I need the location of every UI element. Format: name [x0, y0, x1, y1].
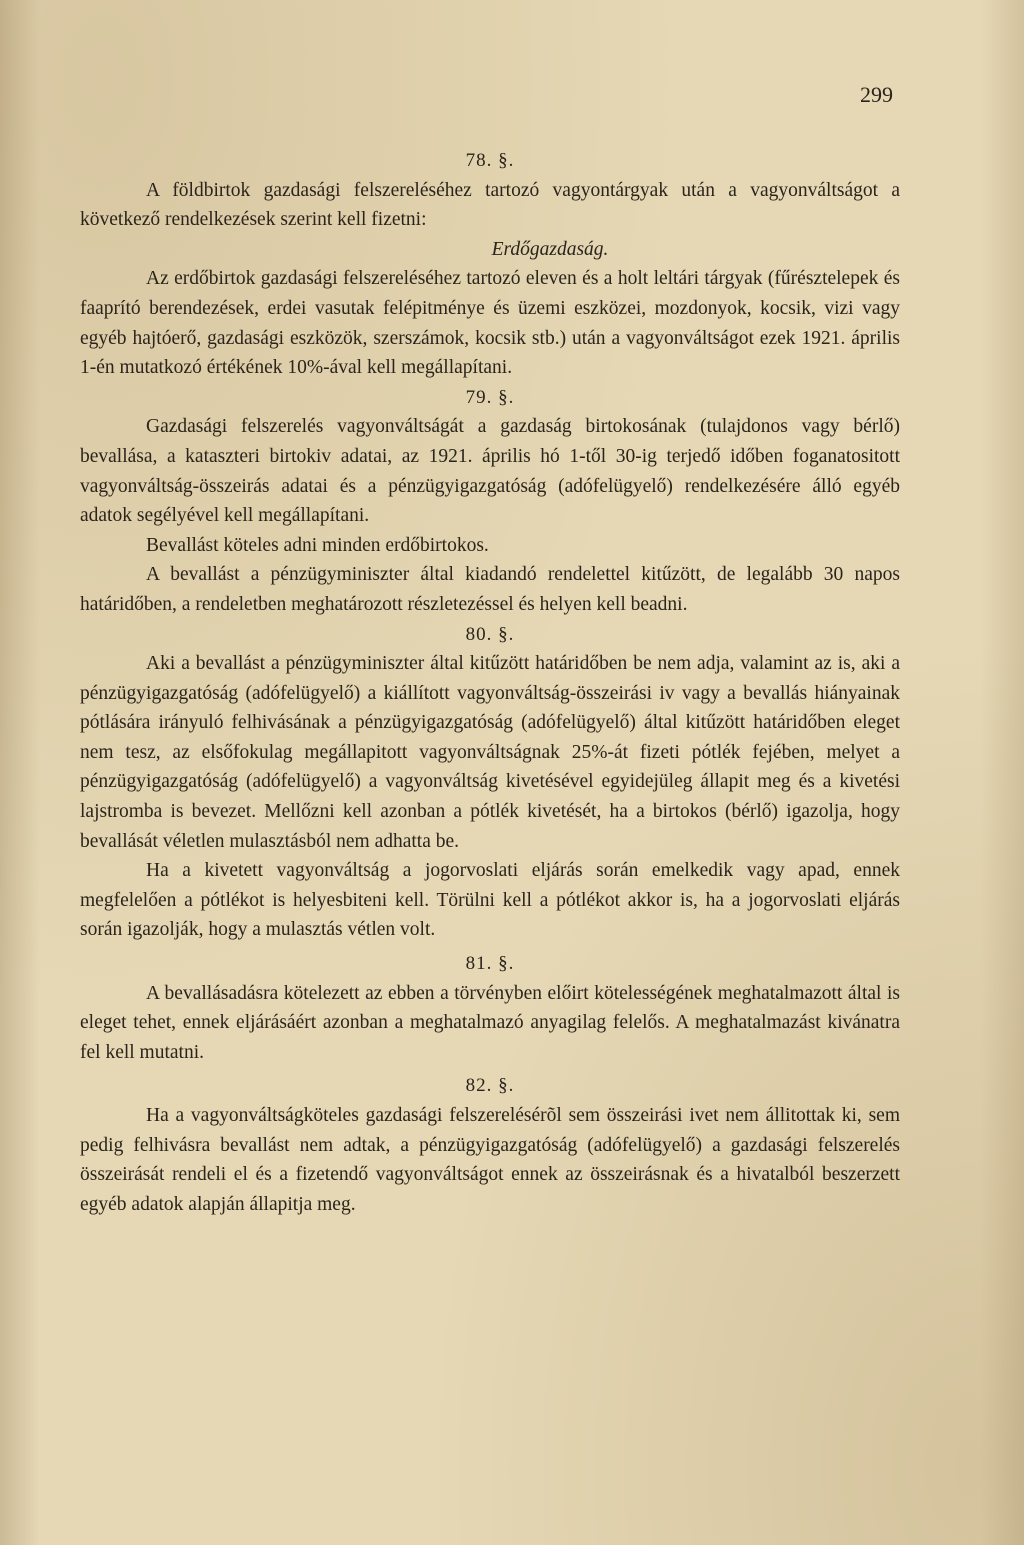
paragraph: A bevallásadásra kötelezett az ebben a törvényben előirt kötelességének meghatalmazott által is eleget tehet, ennek eljárásáért azonban a meghatalmazó anyagilag felelős. A meghatalmazást kivánatra fel kell mutatni.: [80, 982, 900, 1063]
paragraph: A földbirtok gazdasági felszereléséhez tartozó vagyontárgyak után a vagyonváltságot a következő rendelkezések szerint kell fizetni:: [80, 179, 900, 231]
paragraph: Bevallást köteles adni minden erdőbirtokos.: [146, 534, 489, 556]
section-heading-81: 81. §.: [465, 953, 515, 975]
section-heading-78: 78. §.: [465, 150, 515, 171]
paragraph: Gazdasági felszerelés vagyonváltságát a gazdaság birtokosának (tulajdonos vagy bérlő) bevallása, a kataszteri birtokiv adatai, az 1921. április hó 1-től 30-ig terjedő időben foganatositott vagyonváltság-összeirás adatai és a pénzügyigazgatóság (adófelügyelő) rendelkezésére álló egyéb adatok segélyével kell megállapítani.: [80, 416, 900, 527]
page-number: 299: [860, 82, 893, 107]
section-heading-80: 80. §.: [465, 623, 515, 645]
paragraph: Aki a bevallást a pénzügyminiszter által kitűzött határidőben be nem adja, valamint az is, aki a pénzügyigazgatóság (adófelügyelő) a kiállított vagyonváltság-összeirási iv vagy a bevallás hiányainak pótlására irányuló felhivásának a pénzügyigazgatóság (adófelügyelő) által kitűzött határidőben eleget nem tesz, az elsőfokulag megállapitott vagyonváltságnak 25%-át fizeti pótlék fejében, melyet a pénzügyigazgatóság (adófelügyelő) a vagyonváltság kivetésével egyidejüleg állapit meg és a kivetési lajstromba is bevezet. Mellőzni kell azonban a pótlék kivetését, ha a birtokos (bérlő) igazolja, hogy bevallását véletlen mulasztásból nem adhatta be.: [80, 653, 900, 852]
section-heading-82: 82. §.: [465, 1075, 515, 1097]
paragraph: Ha a kivetett vagyonváltság a jogorvoslati eljárás során emelkedik vagy apad, ennek megfelelően a pótlékot is helyesbiteni kell. Törülni kell a pótlékot akkor is, ha a jogorvoslati eljárás során igazolják, hogy a mulasztás vétlen volt.: [80, 860, 900, 941]
document-body: [80, 146, 900, 1219]
paragraph: Ha a vagyonváltságköteles gazdasági felszerelésérõl sem összeirási ivet nem állitottak ki, sem pedig felhivásra bevallást nem adtak, a pénzügyigazgatóság (adófelügyelő) a gazdasági felszerelés összeirását rendeli el és a fizetendő vagyonváltságot ennek az összeirásnak és a hivatalból beszerzett egyéb adatok alapján állapitja meg.: [80, 1105, 900, 1215]
subheading-erdogazdasag: Erdőgazdaság.: [491, 238, 609, 260]
section-heading-79: 79. §.: [465, 386, 515, 408]
paragraph: A bevallást a pénzügyminiszter által kiadandó rendelettel kitűzött, de legalább 30 napos határidőben, a rendeletben meghatározott részletezéssel és helyen kell beadni.: [80, 564, 900, 615]
paragraph: Az erdőbirtok gazdasági felszereléséhez tartozó eleven és a holt leltári tárgyak (fűrésztelepek és faaprító berendezések, erdei vasutak felépitménye és üzemi eszközei, mozdonyok, kocsik, vizi vagy egyéb hajtóerő, gazdasági eszközök, szerszámok, kocsik stb.) után a vagyonváltságot ezek 1921. április 1-én mutatkozó értékének 10%-ával kell megállapítani.: [80, 268, 900, 379]
